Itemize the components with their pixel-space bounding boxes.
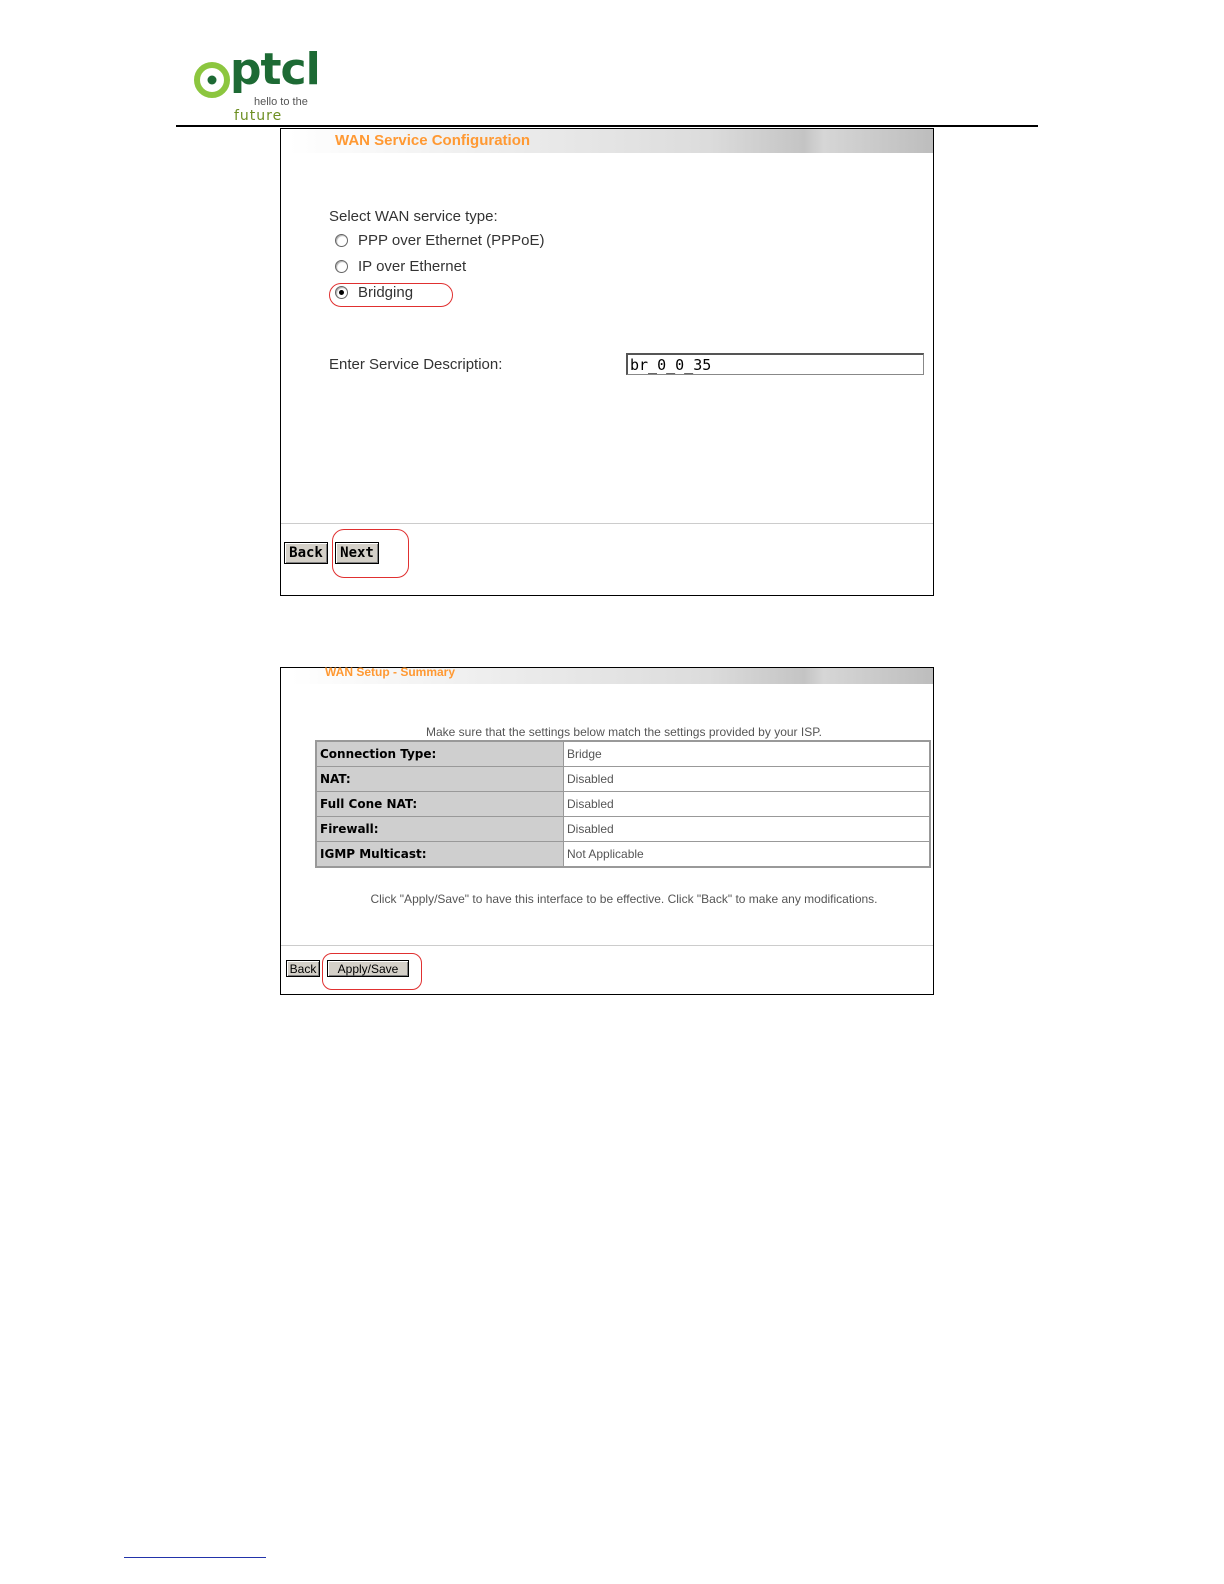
summary-footer-note: Click "Apply/Save" to have this interface to be effective. Click "Back" to make any modifications. — [370, 892, 878, 906]
back-button[interactable]: Back — [284, 542, 328, 564]
table-row — [316, 792, 930, 817]
service-description-input[interactable] — [626, 353, 924, 375]
service-description-label: Enter Service Description: — [329, 356, 503, 373]
row-value: Disabled — [564, 817, 931, 842]
panel-divider — [281, 945, 933, 946]
logo-wordmark: ptcl — [230, 44, 320, 95]
service-type-label: Select WAN service type: — [329, 208, 498, 225]
row-value: Not Applicable — [564, 842, 931, 868]
next-button[interactable]: Next — [335, 542, 379, 564]
radio-button[interactable] — [335, 234, 348, 247]
summary-table — [315, 740, 931, 868]
panel-divider — [281, 523, 933, 524]
radio-option-pppoe[interactable] — [335, 232, 544, 249]
row-value: Bridge — [564, 741, 931, 767]
row-key: NAT: — [316, 767, 564, 792]
back-button[interactable]: Back — [286, 960, 320, 977]
highlight-oval-next — [332, 529, 409, 578]
table-row — [316, 842, 930, 868]
radio-label: IP over Ethernet — [358, 258, 467, 275]
row-key: IGMP Multicast: — [316, 842, 564, 868]
radio-label: Bridging — [358, 284, 414, 301]
highlight-oval-bridging — [329, 283, 453, 307]
highlight-oval-apply — [322, 953, 422, 990]
table-row — [316, 817, 930, 842]
header-divider — [176, 125, 1038, 127]
table-row — [316, 767, 930, 792]
row-key: Connection Type: — [316, 741, 564, 767]
ptcl-ring-icon — [192, 50, 232, 110]
apply-save-button[interactable]: Apply/Save — [327, 960, 409, 977]
footer-link-underline — [124, 1557, 266, 1558]
logo-tagline-future: future — [234, 108, 283, 124]
ptcl-logo — [192, 44, 322, 125]
radio-option-ipoe[interactable] — [335, 258, 466, 275]
wan-service-panel — [280, 128, 934, 596]
summary-title: WAN Setup - Summary — [325, 665, 456, 679]
logo-tagline: hello to the — [254, 96, 308, 108]
row-key: Firewall: — [316, 817, 564, 842]
page-title: WAN Service Configuration — [335, 132, 531, 149]
radio-label: PPP over Ethernet (PPPoE) — [358, 232, 545, 249]
row-value: Disabled — [564, 792, 931, 817]
row-key: Full Cone NAT: — [316, 792, 564, 817]
radio-button[interactable] — [335, 260, 348, 273]
wan-summary-panel — [280, 667, 934, 995]
table-row — [316, 741, 930, 767]
row-value: Disabled — [564, 767, 931, 792]
summary-intro: Make sure that the settings below match the settings provided by your ISP. — [426, 725, 822, 739]
